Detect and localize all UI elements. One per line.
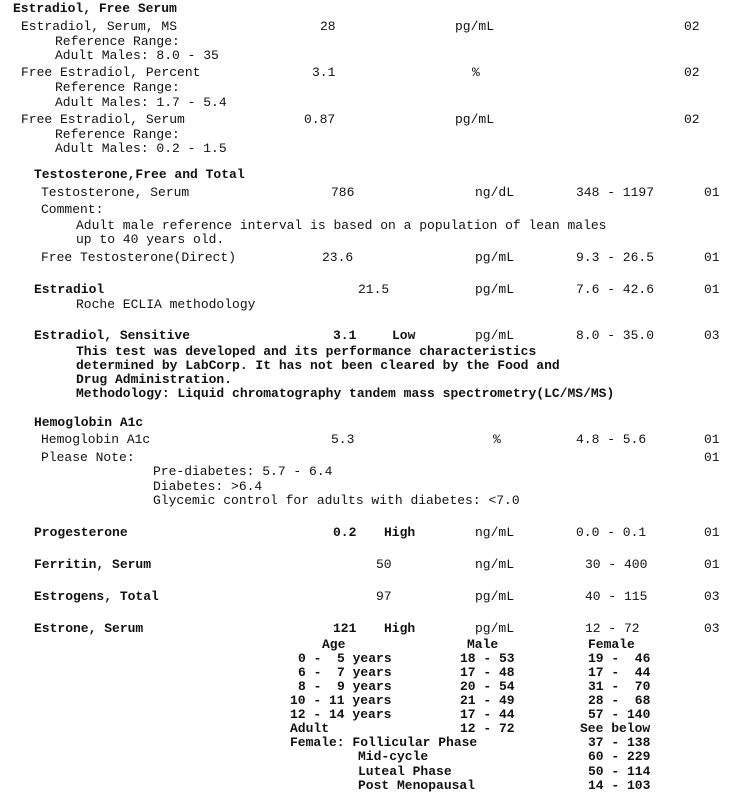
test-range: 4.8 - 5.6 xyxy=(576,432,647,447)
test-name-estradiol: Estradiol xyxy=(34,282,105,297)
flag-high: High xyxy=(384,525,416,540)
lab-code: 03 xyxy=(704,621,720,636)
test-value: 3.1 xyxy=(333,328,357,343)
test-units: pg/mL xyxy=(475,282,515,297)
test-name-ferritin: Ferritin, Serum xyxy=(34,557,152,572)
test-units: pg/mL xyxy=(475,250,515,265)
lab-code: 01 xyxy=(704,282,720,297)
female-phase-label: Female: Follicular Phase xyxy=(290,735,478,750)
test-value: 28 xyxy=(320,19,336,34)
female-cell: 19 - 46 xyxy=(588,651,651,666)
male-cell: 21 - 49 xyxy=(460,693,515,708)
test-range: 7.6 - 42.6 xyxy=(576,282,655,297)
lab-code: 01 xyxy=(704,525,720,540)
test-name-estradiol-sensitive: Estradiol, Sensitive xyxy=(34,328,191,343)
test-value: 5.3 xyxy=(331,432,355,447)
test-range: 9.3 - 26.5 xyxy=(576,250,655,265)
female-cell: 31 - 70 xyxy=(588,679,651,694)
methodology-text: Methodology: Liquid chromatography tandem mass spectrometry(LC/MS/MS) xyxy=(76,386,615,401)
ref-range-value: Adult Males: 1.7 - 5.4 xyxy=(55,95,227,110)
age-cell: 6 - 7 years xyxy=(298,665,392,680)
lab-code: 02 xyxy=(684,19,700,34)
test-units: pg/mL xyxy=(455,19,495,34)
test-name-progesterone: Progesterone xyxy=(34,525,128,540)
lab-code: 01 xyxy=(704,450,720,465)
ref-range-label: Reference Range: xyxy=(55,34,180,49)
test-range: 30 - 400 xyxy=(585,557,648,572)
test-value: 21.5 xyxy=(358,282,390,297)
lab-code: 02 xyxy=(684,65,700,80)
disclaimer-text: Drug Administration. xyxy=(76,372,233,387)
note-label: Please Note: xyxy=(41,450,135,465)
ref-range-label: Reference Range: xyxy=(55,80,180,95)
test-value: 97 xyxy=(376,589,392,604)
age-cell: 0 - 5 years xyxy=(298,651,392,666)
test-units: pg/mL xyxy=(475,328,515,343)
col-header-age: Age xyxy=(322,637,346,652)
male-cell: 20 - 54 xyxy=(460,679,515,694)
female-phase-value: 37 - 138 xyxy=(588,735,651,750)
method-note: Roche ECLIA methodology xyxy=(76,297,256,312)
comment-text: Adult male reference interval is based on a population of lean males xyxy=(76,218,607,233)
test-name: Estradiol, Serum, MS xyxy=(21,19,178,34)
test-name-estrogens: Estrogens, Total xyxy=(34,589,159,604)
female-cell: See below xyxy=(580,721,651,736)
note-text: Diabetes: >6.4 xyxy=(153,479,263,494)
section-header-free-estradiol: Estradiol, Free Serum xyxy=(13,1,177,16)
female-phase-value: 60 - 229 xyxy=(588,749,651,764)
disclaimer-text: determined by LabCorp. It has not been cleared by the Food and xyxy=(76,358,560,373)
test-units: pg/mL xyxy=(475,589,515,604)
lab-code: 01 xyxy=(704,432,720,447)
test-units: % xyxy=(472,65,480,80)
female-phase-label: Post Menopausal xyxy=(358,778,476,793)
test-name-estrone: Estrone, Serum xyxy=(34,621,144,636)
ref-range-label: Reference Range: xyxy=(55,127,180,142)
flag-low: Low xyxy=(392,328,416,343)
female-phase-value: 50 - 114 xyxy=(588,764,651,779)
female-phase-value: 14 - 103 xyxy=(588,778,651,793)
section-header-testosterone: Testosterone,Free and Total xyxy=(34,167,245,182)
test-units: ng/dL xyxy=(475,185,515,200)
female-cell: 57 - 140 xyxy=(588,707,651,722)
ref-range-value: Adult Males: 8.0 - 35 xyxy=(55,48,219,63)
test-units: % xyxy=(493,432,501,447)
test-range: 40 - 115 xyxy=(585,589,648,604)
male-cell: 17 - 44 xyxy=(460,707,515,722)
male-cell: 12 - 72 xyxy=(460,721,515,736)
test-value: 23.6 xyxy=(322,250,354,265)
age-cell: 10 - 11 years xyxy=(290,693,392,708)
test-value: 0.2 xyxy=(333,525,357,540)
ref-range-value: Adult Males: 0.2 - 1.5 xyxy=(55,141,227,156)
section-header-a1c: Hemoglobin A1c xyxy=(34,415,144,430)
test-units: ng/mL xyxy=(475,525,515,540)
test-name: Testosterone, Serum xyxy=(41,185,190,200)
test-value: 786 xyxy=(331,185,355,200)
lab-code: 03 xyxy=(704,328,720,343)
test-value: 50 xyxy=(376,557,392,572)
lab-code: 02 xyxy=(684,112,700,127)
lab-code: 01 xyxy=(704,250,720,265)
flag-high: High xyxy=(384,621,416,636)
test-name: Free Estradiol, Percent xyxy=(21,65,201,80)
test-value: 3.1 xyxy=(312,65,336,80)
age-cell: 8 - 9 years xyxy=(298,679,392,694)
test-name: Hemoglobin A1c xyxy=(41,432,151,447)
note-text: Glycemic control for adults with diabetes: <7.0 xyxy=(153,493,520,508)
comment-text: up to 40 years old. xyxy=(76,232,225,247)
female-phase-label: Luteal Phase xyxy=(358,764,452,779)
lab-code: 03 xyxy=(704,589,720,604)
disclaimer-text: This test was developed and its performance characteristics xyxy=(76,344,537,359)
female-cell: 28 - 68 xyxy=(588,693,651,708)
female-cell: 17 - 44 xyxy=(588,665,651,680)
test-units: pg/mL xyxy=(455,112,495,127)
age-cell: 12 - 14 years xyxy=(290,707,392,722)
test-range: 348 - 1197 xyxy=(576,185,655,200)
test-range: 0.0 - 0.1 xyxy=(576,525,647,540)
male-cell: 17 - 48 xyxy=(460,665,515,680)
comment-label: Comment: xyxy=(41,202,104,217)
female-phase-label: Mid-cycle xyxy=(358,749,429,764)
test-name: Free Estradiol, Serum xyxy=(21,112,185,127)
age-cell: Adult xyxy=(290,721,330,736)
col-header-female: Female xyxy=(588,637,635,652)
test-value: 121 xyxy=(333,621,357,636)
lab-code: 01 xyxy=(704,557,720,572)
lab-code: 01 xyxy=(704,185,720,200)
test-range: 8.0 - 35.0 xyxy=(576,328,655,343)
test-units: ng/mL xyxy=(475,557,515,572)
note-text: Pre-diabetes: 5.7 - 6.4 xyxy=(153,464,333,479)
test-name: Free Testosterone(Direct) xyxy=(41,250,237,265)
test-range: 12 - 72 xyxy=(585,621,640,636)
test-units: pg/mL xyxy=(475,621,515,636)
col-header-male: Male xyxy=(467,637,499,652)
test-value: 0.87 xyxy=(304,112,336,127)
male-cell: 18 - 53 xyxy=(460,651,515,666)
